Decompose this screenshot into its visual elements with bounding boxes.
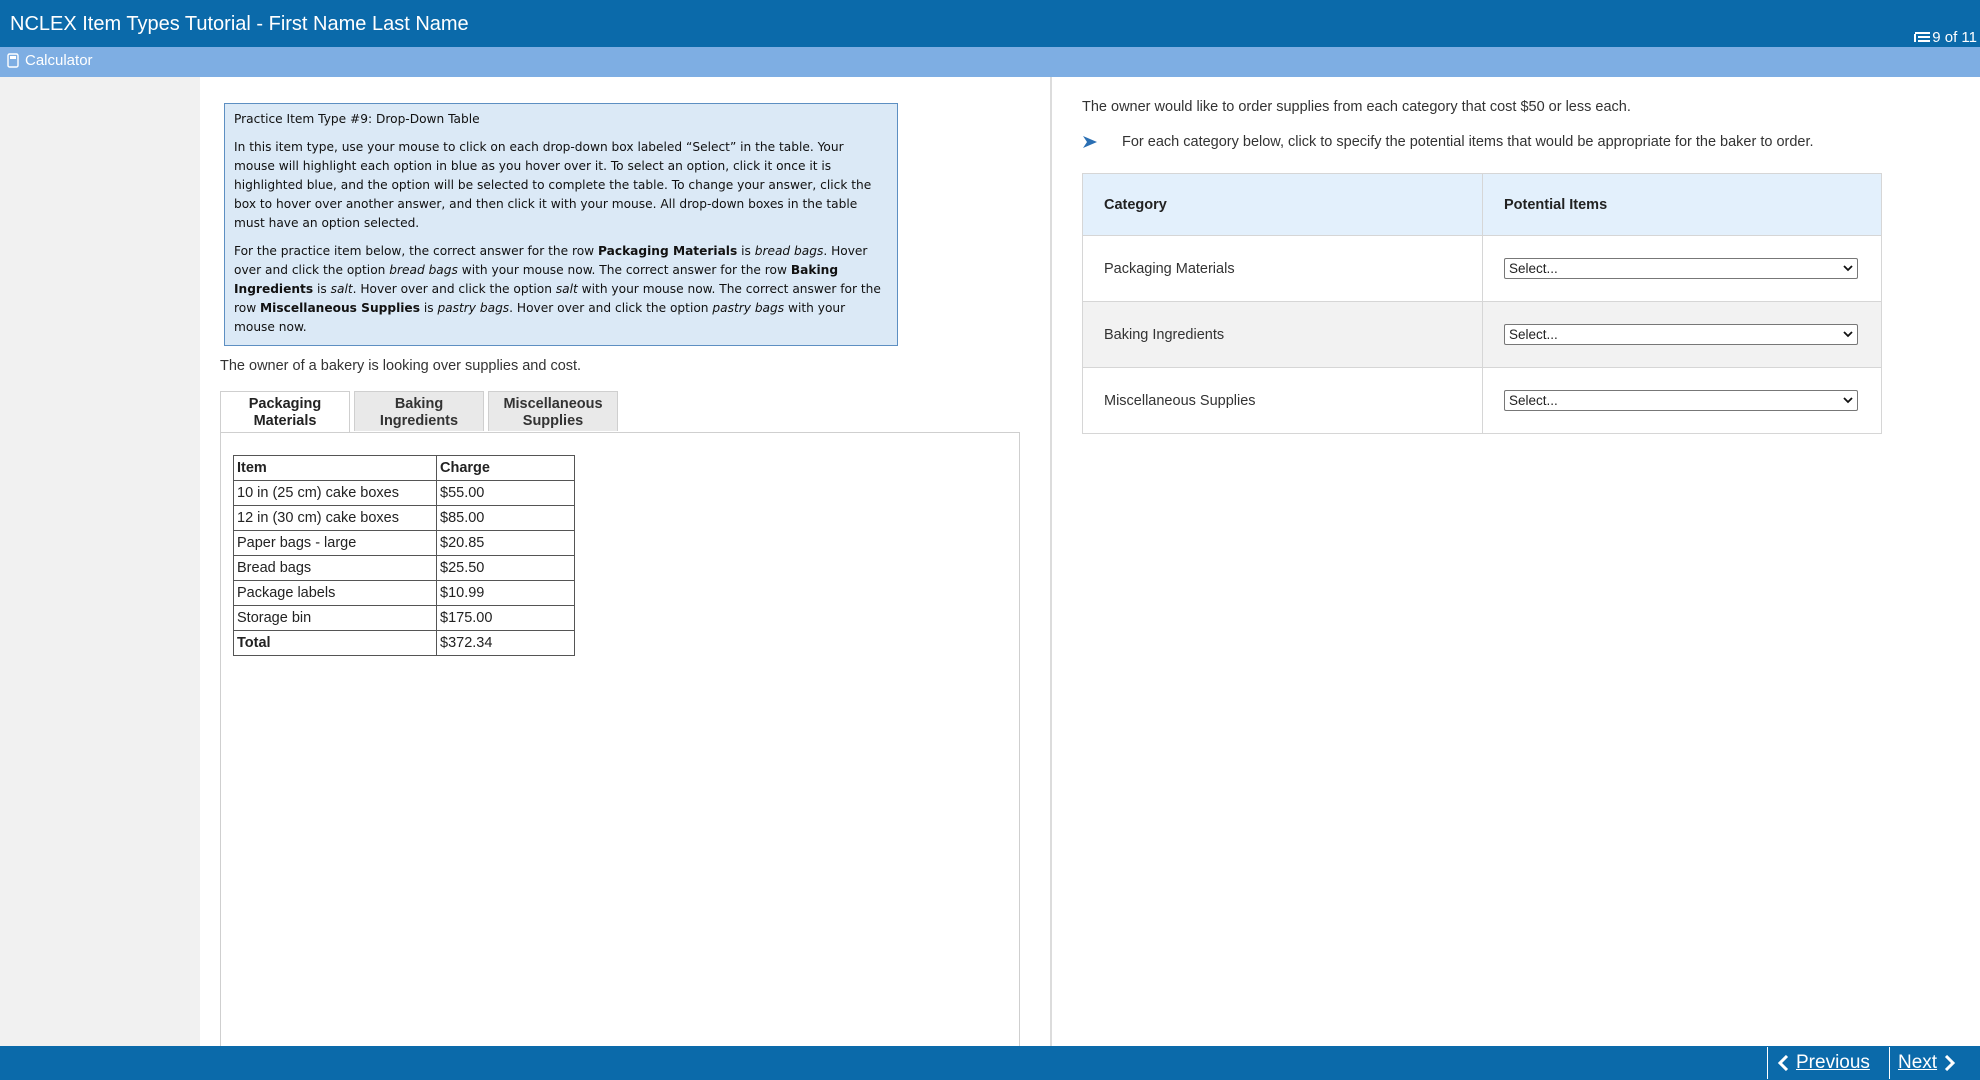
instructions-box <box>224 103 898 346</box>
category-cell: Miscellaneous Supplies <box>1083 368 1483 434</box>
charge-cell: $25.50 <box>437 556 575 581</box>
table-row <box>234 556 575 581</box>
toolbar <box>0 47 1980 77</box>
charge-cell: $55.00 <box>437 481 575 506</box>
charge-cell: $20.85 <box>437 531 575 556</box>
next-button[interactable] <box>1889 1047 1980 1079</box>
item-counter <box>1914 29 1977 46</box>
instructions-paragraph-1: In this item type, use your mouse to click on each drop-down box labeled “Select” in the table. Your mouse will highlight each option in blue as you hover over it. To select an option, click it once it is highlighted blue, and the option will be selected to complete the table. To change your answer, click the box to hover over another answer, and then click it with your mouse. All drop-down boxes in the table must have an option selected. <box>234 140 872 230</box>
drop-down-table <box>1082 173 1882 434</box>
total-value: $372.34 <box>437 631 575 656</box>
select-baking-ingredients[interactable] <box>1504 324 1858 345</box>
item-list-icon <box>1914 31 1931 44</box>
chevron-down-icon <box>1843 265 1853 272</box>
scenario-tabs <box>220 391 618 431</box>
previous-label: Previous <box>1796 1052 1870 1073</box>
charge-cell: $175.00 <box>437 606 575 631</box>
table-row <box>234 531 575 556</box>
table-row <box>234 481 575 506</box>
charges-header-item: Item <box>234 456 437 481</box>
item-cell: Bread bags <box>234 556 437 581</box>
question-stem: The owner would like to order supplies from each category that cost $50 or less each. <box>1082 99 1631 115</box>
select-packaging-materials[interactable] <box>1504 258 1858 279</box>
select-value: Select... <box>1509 393 1558 408</box>
scenario-pane[interactable] <box>200 77 1050 1046</box>
drop-down-header-row <box>1083 174 1882 236</box>
item-cell: 10 in (25 cm) cake boxes <box>234 481 437 506</box>
table-row <box>1083 302 1882 368</box>
previous-button[interactable] <box>1767 1047 1889 1079</box>
instructions-paragraph-2: For the practice item below, the correct answer for the row Packaging Materials is bread bags. Hover over and click the option bread bags with your mouse now. The correct answer for the row Baking Ingredients is salt. Hover over and click the option salt with your mouse now. The correct answer for the row Miscellaneous Supplies is pastry bags. Hover over and click the option pastry bags with your mouse now. <box>234 244 881 334</box>
chevron-down-icon <box>1843 331 1853 338</box>
item-counter-text: 9 of 11 <box>1932 29 1977 46</box>
select-value: Select... <box>1509 261 1558 276</box>
item-cell: Paper bags - large <box>234 531 437 556</box>
left-gutter <box>0 77 200 1046</box>
item-cell: Package labels <box>234 581 437 606</box>
header-potential-items: Potential Items <box>1483 174 1882 236</box>
calculator-button[interactable] <box>7 52 93 69</box>
instructions-heading: Practice Item Type #9: Drop-Down Table <box>234 112 480 126</box>
page-title: NCLEX Item Types Tutorial - First Name Last Name <box>10 13 469 35</box>
calculator-label: Calculator <box>25 52 93 69</box>
question-prompt-text: For each category below, click to specify the potential items that would be appropriate for the baker to order. <box>1122 134 1814 150</box>
category-cell: Packaging Materials <box>1083 236 1483 302</box>
arrow-pointer-icon <box>1082 135 1122 149</box>
item-cell: 12 in (30 cm) cake boxes <box>234 506 437 531</box>
header-category: Category <box>1083 174 1483 236</box>
potential-items-cell <box>1483 302 1882 368</box>
charges-header-charge: Charge <box>437 456 575 481</box>
select-value: Select... <box>1509 327 1558 342</box>
potential-items-cell <box>1483 236 1882 302</box>
question-pane <box>1052 77 1980 1046</box>
chevron-right-icon <box>1943 1055 1957 1071</box>
charge-cell: $85.00 <box>437 506 575 531</box>
question-prompt <box>1082 134 1814 150</box>
table-row <box>1083 236 1882 302</box>
charge-cell: $10.99 <box>437 581 575 606</box>
tab-panel <box>220 432 1020 1052</box>
tab-miscellaneous-supplies[interactable]: Miscellaneous Supplies <box>488 391 618 431</box>
table-row <box>234 506 575 531</box>
scenario-intro: The owner of a bakery is looking over supplies and cost. <box>220 358 582 374</box>
charges-header-row <box>234 456 575 481</box>
charges-table <box>233 455 575 656</box>
title-bar <box>0 0 1980 47</box>
table-row <box>234 606 575 631</box>
potential-items-cell <box>1483 368 1882 434</box>
category-cell: Baking Ingredients <box>1083 302 1483 368</box>
total-label: Total <box>234 631 437 656</box>
footer-bar <box>0 1046 1980 1080</box>
item-cell: Storage bin <box>234 606 437 631</box>
table-row <box>234 581 575 606</box>
next-label: Next <box>1898 1052 1938 1073</box>
tab-baking-ingredients[interactable]: Baking Ingredients <box>354 391 484 431</box>
chevron-down-icon <box>1843 397 1853 404</box>
table-row <box>1083 368 1882 434</box>
tab-packaging-materials[interactable]: Packaging Materials <box>220 391 350 432</box>
total-row <box>234 631 575 656</box>
calculator-icon <box>7 53 19 68</box>
select-miscellaneous-supplies[interactable] <box>1504 390 1858 411</box>
chevron-left-icon <box>1776 1055 1790 1071</box>
